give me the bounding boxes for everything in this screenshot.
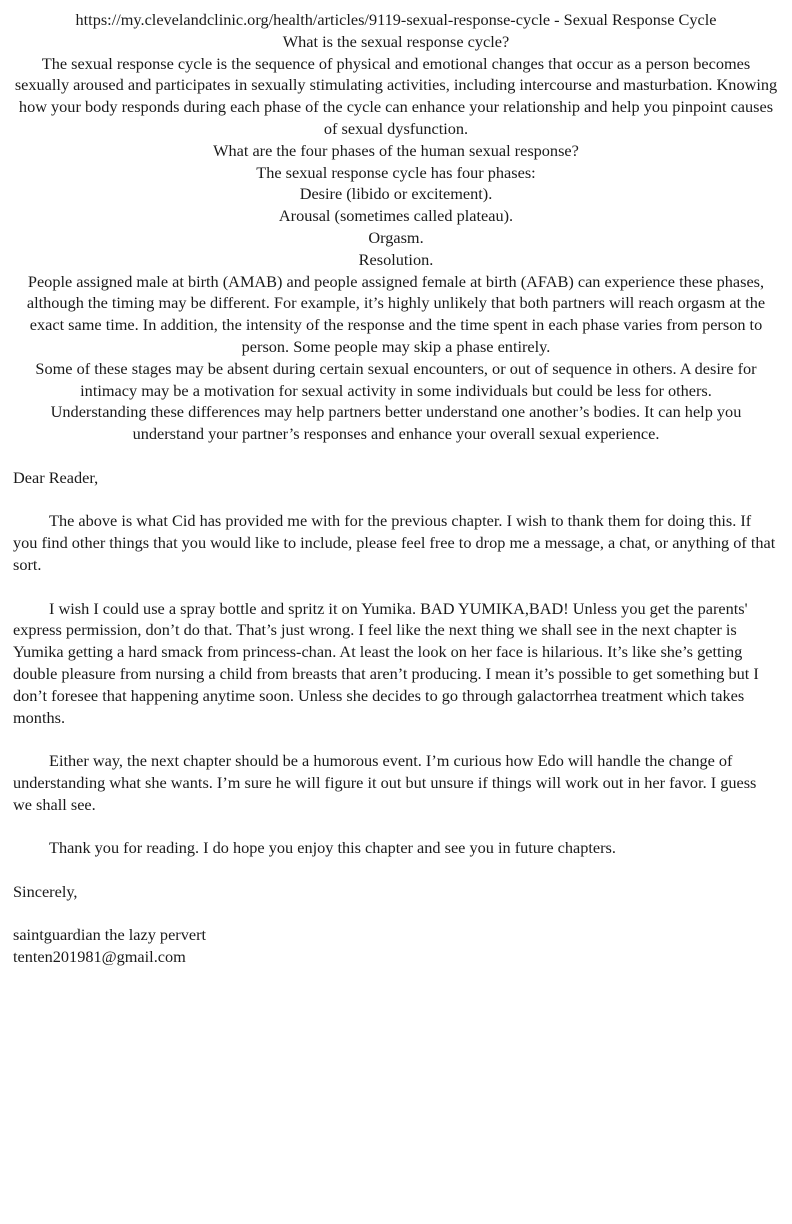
- author-letter: [13, 467, 779, 968]
- phase-item-resolution: Resolution.: [358, 249, 434, 269]
- article-paragraph-3: Some of these stages may be absent during certain sexual encounters, or out of sequence in others. A desire for intimacy may be a motivation for sexual activity in some individuals but could be less for others.: [35, 358, 757, 400]
- heading-four-phases: What are the four phases of the human sexual response?: [213, 140, 579, 160]
- letter-paragraph-4: Thank you for reading. I do hope you enjoy this chapter and see you in future chapters.: [49, 838, 616, 858]
- letter-salutation: Dear Reader,: [13, 467, 99, 487]
- letter-signature: saintguardian the lazy pervert: [13, 925, 207, 945]
- heading-what-is-cycle: What is the sexual response cycle?: [282, 31, 510, 51]
- phase-item-arousal: Arousal (sometimes called plateau).: [278, 206, 514, 226]
- source-line: https://my.clevelandclinic.org/health/articles/9119-sexual-response-cycle - Sexual Response Cycle: [75, 10, 717, 29]
- letter-paragraph-2: I wish I could use a spray bottle and spritz it on Yumika. BAD YUMIKA,BAD! Unless you get the parents' express permission, don’t do that. That’s just wrong. I feel like the next thing we shall see in the next chapter is Yumika getting a hard smack from princess-chan. At least the look on her face is hilarious. It’s like she’s getting double pleasure from nursing a child from breasts that aren’t producing. I mean it’s possible to get something but I don’t foresee that happening anytime soon. Unless she decides to go through galactorrhea treatment which takes months.: [13, 598, 759, 727]
- letter-closing: Sincerely,: [13, 881, 78, 901]
- letter-paragraph-1: The above is what Cid has provided me with for the previous chapter. I wish to thank them for doing this. If you find other things that you would like to include, please feel free to drop me a message, a chat, or anything of that sort.: [13, 511, 776, 574]
- phase-item-desire: Desire (libido or excitement).: [299, 184, 493, 204]
- article-excerpt: [13, 9, 779, 445]
- article-paragraph-4: Understanding these differences may help partners better understand one another’s bodies. It can help you understand your partner’s responses and enhance your overall sexual experience.: [50, 402, 742, 444]
- letter-paragraph-3: Either way, the next chapter should be a humorous event. I’m curious how Edo will handle the change of understanding what she wants. I’m sure he will figure it out but unsure if things will work out in her favor. I guess we shall see.: [13, 751, 757, 814]
- article-paragraph-1: The sexual response cycle is the sequence of physical and emotional changes that occur as a person becomes sexually aroused and participates in sexually stimulating activities, including intercourse and masturbation. Knowing how your body responds during each phase of the cycle can enhance your relationship and help you pinpoint causes of sexual dysfunction.: [14, 53, 778, 138]
- article-paragraph-2: People assigned male at birth (AMAB) and people assigned female at birth (AFAB) can experience these phases, although the timing may be different. For example, it’s highly unlikely that both partners will reach orgasm at the exact same time. In addition, the intensity of the response and the time spent in each phase varies from person to person. Some people may skip a phase entirely.: [26, 271, 766, 356]
- letter-email: tenten201981@gmail.com: [13, 947, 186, 967]
- phases-intro: The sexual response cycle has four phases:: [256, 162, 536, 182]
- phase-item-orgasm: Orgasm.: [368, 227, 424, 247]
